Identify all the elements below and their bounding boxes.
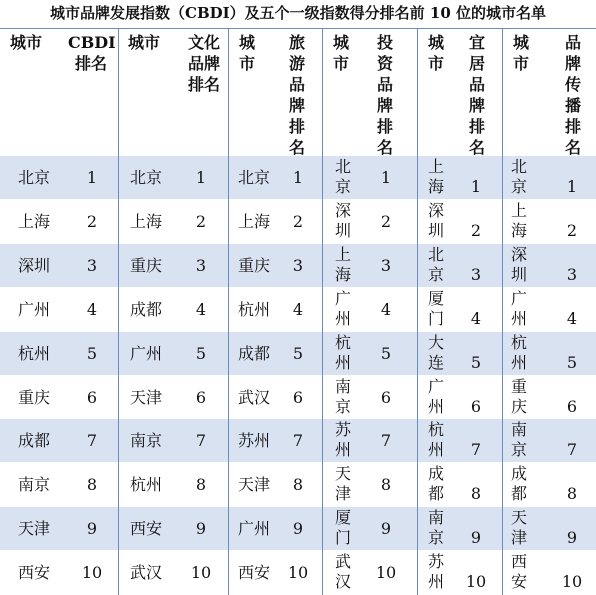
rank-cell: 8 xyxy=(195,475,207,495)
rank-cell: 2 xyxy=(380,211,392,231)
city-cell: 苏州 xyxy=(238,431,271,451)
city-cell: 上海 xyxy=(510,200,527,240)
city-cell: 上海 xyxy=(130,211,163,231)
city-cell: 重庆 xyxy=(130,255,163,275)
rank-cell: 9 xyxy=(195,519,207,539)
header-rank: 旅游品牌排名 xyxy=(288,33,305,157)
rank-cell: 2 xyxy=(292,211,304,231)
city-cell: 深圳 xyxy=(427,200,444,240)
city-cell: 西安 xyxy=(130,519,163,539)
city-cell: 天津 xyxy=(18,519,51,539)
city-cell: 北京 xyxy=(238,168,271,187)
city-cell: 南京 xyxy=(427,508,444,548)
city-cell: 广州 xyxy=(510,288,527,328)
rank-cell: 5 xyxy=(195,343,207,363)
column-divider xyxy=(417,28,418,595)
rank-cell: 2 xyxy=(566,220,578,240)
rank-cell: 5 xyxy=(292,343,304,363)
rank-cell: 9 xyxy=(292,519,304,539)
rank-cell: 8 xyxy=(292,475,304,495)
rank-cell: 10 xyxy=(287,563,309,583)
rank-cell: 1 xyxy=(86,168,98,187)
city-cell: 成都 xyxy=(510,464,527,504)
rank-cell: 7 xyxy=(470,440,482,460)
city-cell: 苏州 xyxy=(334,420,351,460)
ranking-table xyxy=(0,28,596,595)
rank-cell: 1 xyxy=(566,177,578,196)
city-cell: 上海 xyxy=(18,211,51,231)
rank-cell: 9 xyxy=(86,519,98,539)
rank-cell: 5 xyxy=(86,343,98,363)
header-city: 城市 xyxy=(10,33,43,52)
header-rank: 文化 品牌 排名 xyxy=(187,33,220,94)
column-divider xyxy=(118,28,119,595)
rank-cell: 3 xyxy=(195,255,207,275)
city-cell: 北京 xyxy=(18,168,51,187)
rank-cell: 6 xyxy=(86,387,98,407)
rank-cell: 4 xyxy=(566,308,578,328)
rank-cell: 2 xyxy=(86,211,98,231)
city-cell: 西安 xyxy=(18,563,51,583)
city-cell: 上海 xyxy=(334,244,351,284)
city-cell: 苏州 xyxy=(427,552,444,592)
city-cell: 天津 xyxy=(238,475,271,495)
city-cell: 天津 xyxy=(130,387,163,407)
rank-cell: 7 xyxy=(292,431,304,451)
city-cell: 武汉 xyxy=(334,552,351,592)
rank-cell: 6 xyxy=(566,396,578,416)
header-city: 城市 xyxy=(427,33,444,73)
city-cell: 广州 xyxy=(334,288,351,328)
table-top-rule xyxy=(0,28,596,29)
city-cell: 杭州 xyxy=(334,332,351,372)
rank-cell: 4 xyxy=(292,299,304,319)
rank-cell: 7 xyxy=(195,431,207,451)
city-cell: 杭州 xyxy=(18,343,51,363)
header-city: 城市 xyxy=(128,33,161,52)
city-cell: 厦门 xyxy=(427,288,444,328)
rank-cell: 7 xyxy=(566,440,578,460)
rank-cell: 10 xyxy=(561,572,583,592)
rank-cell: 10 xyxy=(375,563,397,583)
rank-cell: 1 xyxy=(470,177,482,196)
city-cell: 广州 xyxy=(238,519,271,539)
city-cell: 杭州 xyxy=(510,332,527,372)
rank-cell: 6 xyxy=(195,387,207,407)
city-cell: 厦门 xyxy=(334,508,351,548)
rank-cell: 6 xyxy=(380,387,392,407)
city-cell: 大连 xyxy=(427,332,444,372)
rank-cell: 9 xyxy=(380,519,392,539)
rank-cell: 6 xyxy=(470,396,482,416)
rank-cell: 10 xyxy=(465,572,487,592)
rank-cell: 3 xyxy=(86,255,98,275)
header-city: 城市 xyxy=(238,33,255,73)
city-cell: 成都 xyxy=(130,299,163,319)
table-title: 城市品牌发展指数（CBDI）及五个一级指数得分排名前 10 位的城市名单 xyxy=(50,4,546,22)
city-cell: 广州 xyxy=(130,343,163,363)
header-city: 城市 xyxy=(512,33,529,73)
city-cell: 深圳 xyxy=(510,244,527,284)
rank-cell: 1 xyxy=(380,168,392,187)
rank-cell: 7 xyxy=(86,431,98,451)
column-divider xyxy=(502,28,503,595)
rank-cell: 2 xyxy=(470,220,482,240)
rank-cell: 10 xyxy=(81,563,103,583)
rank-cell: 4 xyxy=(470,308,482,328)
city-cell: 杭州 xyxy=(238,299,271,319)
city-cell: 深圳 xyxy=(18,255,51,275)
city-cell: 深圳 xyxy=(334,200,351,240)
rank-cell: 8 xyxy=(380,475,392,495)
rank-cell: 5 xyxy=(470,352,482,372)
rank-cell: 9 xyxy=(470,528,482,548)
header-city: 城市 xyxy=(332,33,349,73)
city-cell: 上海 xyxy=(427,157,444,196)
rank-cell: 1 xyxy=(195,168,207,187)
rank-cell: 4 xyxy=(195,299,207,319)
city-cell: 北京 xyxy=(130,168,163,187)
rank-cell: 2 xyxy=(195,211,207,231)
city-cell: 天津 xyxy=(510,508,527,548)
city-cell: 杭州 xyxy=(130,475,163,495)
header-rank: 宜居品牌排名 xyxy=(468,33,485,157)
rank-cell: 5 xyxy=(566,352,578,372)
header-rank: CBDI 排名 xyxy=(68,33,116,73)
rank-cell: 4 xyxy=(380,299,392,319)
rank-cell: 1 xyxy=(292,168,304,187)
city-cell: 北京 xyxy=(334,157,351,196)
city-cell: 广州 xyxy=(427,376,444,416)
city-cell: 杭州 xyxy=(427,420,444,460)
city-cell: 成都 xyxy=(427,464,444,504)
city-cell: 重庆 xyxy=(18,387,51,407)
city-cell: 西安 xyxy=(510,552,527,592)
city-cell: 成都 xyxy=(18,431,51,451)
rank-cell: 8 xyxy=(86,475,98,495)
city-cell: 武汉 xyxy=(238,387,271,407)
city-cell: 武汉 xyxy=(130,563,163,583)
column-divider xyxy=(322,28,323,595)
column-divider xyxy=(228,28,229,595)
city-cell: 重庆 xyxy=(510,376,527,416)
rank-cell: 8 xyxy=(470,484,482,504)
city-cell: 上海 xyxy=(238,211,271,231)
rank-cell: 10 xyxy=(190,563,212,583)
city-cell: 北京 xyxy=(510,157,527,196)
rank-cell: 3 xyxy=(470,264,482,284)
rank-cell: 3 xyxy=(292,255,304,275)
city-cell: 广州 xyxy=(18,299,51,319)
rank-cell: 9 xyxy=(566,528,578,548)
city-cell: 南京 xyxy=(130,431,163,451)
city-cell: 西安 xyxy=(238,563,271,583)
header-rank: 品牌传播排名 xyxy=(564,33,581,157)
rank-cell: 8 xyxy=(566,484,578,504)
city-cell: 南京 xyxy=(18,475,51,495)
city-cell: 北京 xyxy=(427,244,444,284)
rank-cell: 7 xyxy=(380,431,392,451)
rank-cell: 6 xyxy=(292,387,304,407)
rank-cell: 3 xyxy=(566,264,578,284)
rank-cell: 5 xyxy=(380,343,392,363)
city-cell: 成都 xyxy=(238,343,271,363)
city-cell: 天津 xyxy=(334,464,351,504)
rank-cell: 3 xyxy=(380,255,392,275)
city-cell: 南京 xyxy=(334,376,351,416)
header-rank: 投资品牌排名 xyxy=(376,33,393,157)
city-cell: 重庆 xyxy=(238,255,271,275)
city-cell: 南京 xyxy=(510,420,527,460)
rank-cell: 4 xyxy=(86,299,98,319)
